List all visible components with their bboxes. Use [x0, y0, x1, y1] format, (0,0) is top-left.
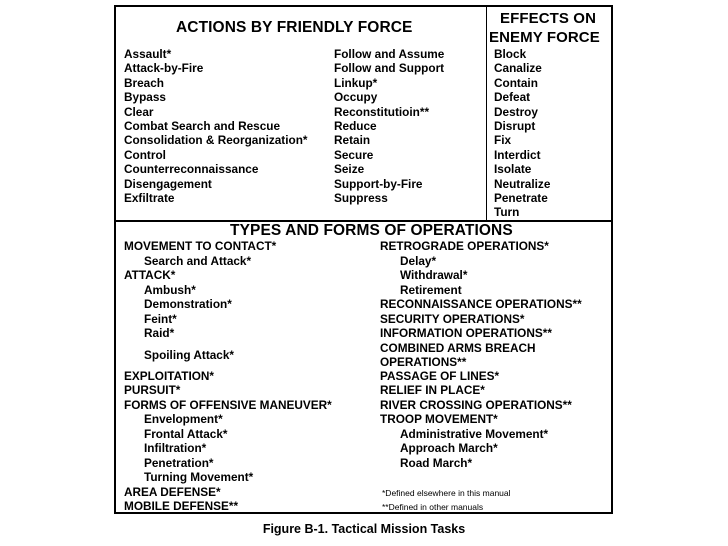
effects-col-item: Destroy: [494, 104, 538, 119]
effects-title-line2: ENEMY FORCE: [489, 29, 600, 46]
actions-col2-item: Linkup*: [334, 75, 378, 90]
column-divider: [486, 5, 487, 220]
effects-col-item: Defeat: [494, 90, 531, 105]
types-left-item: ATTACK*: [124, 268, 176, 282]
actions-col1-item: Bypass: [124, 90, 166, 105]
types-right-item: TROOP MOVEMENT*: [380, 412, 498, 426]
footnote-double: **Defined in other manuals: [382, 502, 484, 512]
types-left-item: Demonstration*: [144, 297, 232, 311]
effects-col-item: Canalize: [494, 61, 542, 76]
types-right-item: PASSAGE OF LINES*: [380, 369, 500, 383]
types-right-item: Administrative Movement*: [400, 427, 549, 441]
types-left-item: Feint*: [144, 312, 177, 326]
effects-title-line1: EFFECTS ON: [500, 10, 597, 27]
types-right-item: Approach March*: [400, 441, 498, 455]
actions-col1-item: Disengagement: [124, 176, 212, 191]
types-right-item: RIVER CROSSING OPERATIONS**: [380, 398, 572, 412]
actions-col2-item: Secure: [334, 147, 374, 162]
figure-caption: Figure B-1. Tactical Mission Tasks: [262, 522, 466, 536]
types-left-item: FORMS OF OFFENSIVE MANEUVER*: [124, 398, 332, 412]
types-left-item: Spoiling Attack*: [144, 348, 235, 362]
types-right-item: Withdrawal*: [400, 268, 468, 282]
types-left-item: Frontal Attack*: [144, 427, 228, 441]
types-right-item: OPERATIONS**: [380, 355, 467, 369]
actions-col1-item: Assault*: [124, 47, 172, 61]
actions-col2-item: Seize: [334, 162, 365, 177]
types-title: TYPES AND FORMS OF OPERATIONS: [230, 222, 513, 239]
types-right-item: COMBINED ARMS BREACH: [380, 341, 536, 355]
actions-col2-item: Follow and Assume: [334, 47, 445, 61]
types-left-item: PURSUIT*: [124, 383, 181, 397]
effects-col-item: Penetrate: [494, 191, 548, 205]
actions-col1-item: Consolidation & Reorganization*: [124, 133, 308, 148]
actions-col2-item: Reconstitutioin**: [334, 104, 430, 119]
types-left-item: Raid*: [144, 326, 175, 340]
effects-col-item: Neutralize: [494, 176, 551, 191]
actions-col1-item: Attack-by-Fire: [124, 61, 204, 76]
types-right-item: SECURITY OPERATIONS*: [380, 312, 525, 326]
effects-col-item: Block: [494, 47, 527, 61]
actions-col2-item: Reduce: [334, 119, 377, 133]
types-left-item: EXPLOITATION*: [124, 369, 215, 383]
actions-col2-item: Follow and Support: [334, 61, 445, 76]
effects-col-item: Turn: [494, 205, 520, 220]
types-left-item: Envelopment*: [144, 412, 223, 426]
actions-col2-item: Retain: [334, 133, 371, 148]
actions-col2-item: Occupy: [334, 90, 378, 105]
actions-col1-item: Counterreconnaissance: [124, 162, 259, 177]
types-right-item: RETROGRADE OPERATIONS*: [380, 239, 549, 253]
types-left-item: AREA DEFENSE*: [124, 485, 221, 499]
actions-title: ACTIONS BY FRIENDLY FORCE: [176, 19, 413, 36]
actions-col1-item: Breach: [124, 75, 164, 90]
types-right-item: Road March*: [400, 456, 473, 470]
types-right-item: INFORMATION OPERATIONS**: [380, 326, 552, 340]
types-left-item: Turning Movement*: [144, 470, 254, 484]
footnote-single: *Defined elsewhere in this manual: [382, 488, 511, 498]
effects-col-item: Contain: [494, 75, 538, 90]
types-right-item: RELIEF IN PLACE*: [380, 383, 485, 397]
actions-col1-item: Clear: [124, 104, 154, 119]
actions-col2-item: Support-by-Fire: [334, 176, 423, 191]
effects-col-item: Disrupt: [494, 119, 536, 133]
types-left-item: Ambush*: [144, 283, 196, 297]
effects-col-item: Isolate: [494, 162, 532, 177]
types-right-item: Retirement: [400, 283, 462, 297]
types-left-item: MOBILE DEFENSE**: [124, 499, 239, 513]
actions-col2-item: Suppress: [334, 191, 388, 205]
effects-col-item: Fix: [494, 133, 512, 148]
actions-col1-item: Exfiltrate: [124, 191, 175, 205]
types-left-item: Penetration*: [144, 456, 214, 470]
actions-col1-item: Control: [124, 147, 166, 162]
types-left-item: Infiltration*: [144, 441, 207, 455]
actions-col1-item: Combat Search and Rescue: [124, 119, 281, 133]
types-left-item: Search and Attack*: [144, 254, 252, 268]
types-left-item: MOVEMENT TO CONTACT*: [124, 239, 277, 253]
types-right-item: RECONNAISSANCE OPERATIONS**: [380, 297, 582, 311]
types-right-item: Delay*: [400, 254, 437, 268]
effects-col-item: Interdict: [494, 147, 541, 162]
